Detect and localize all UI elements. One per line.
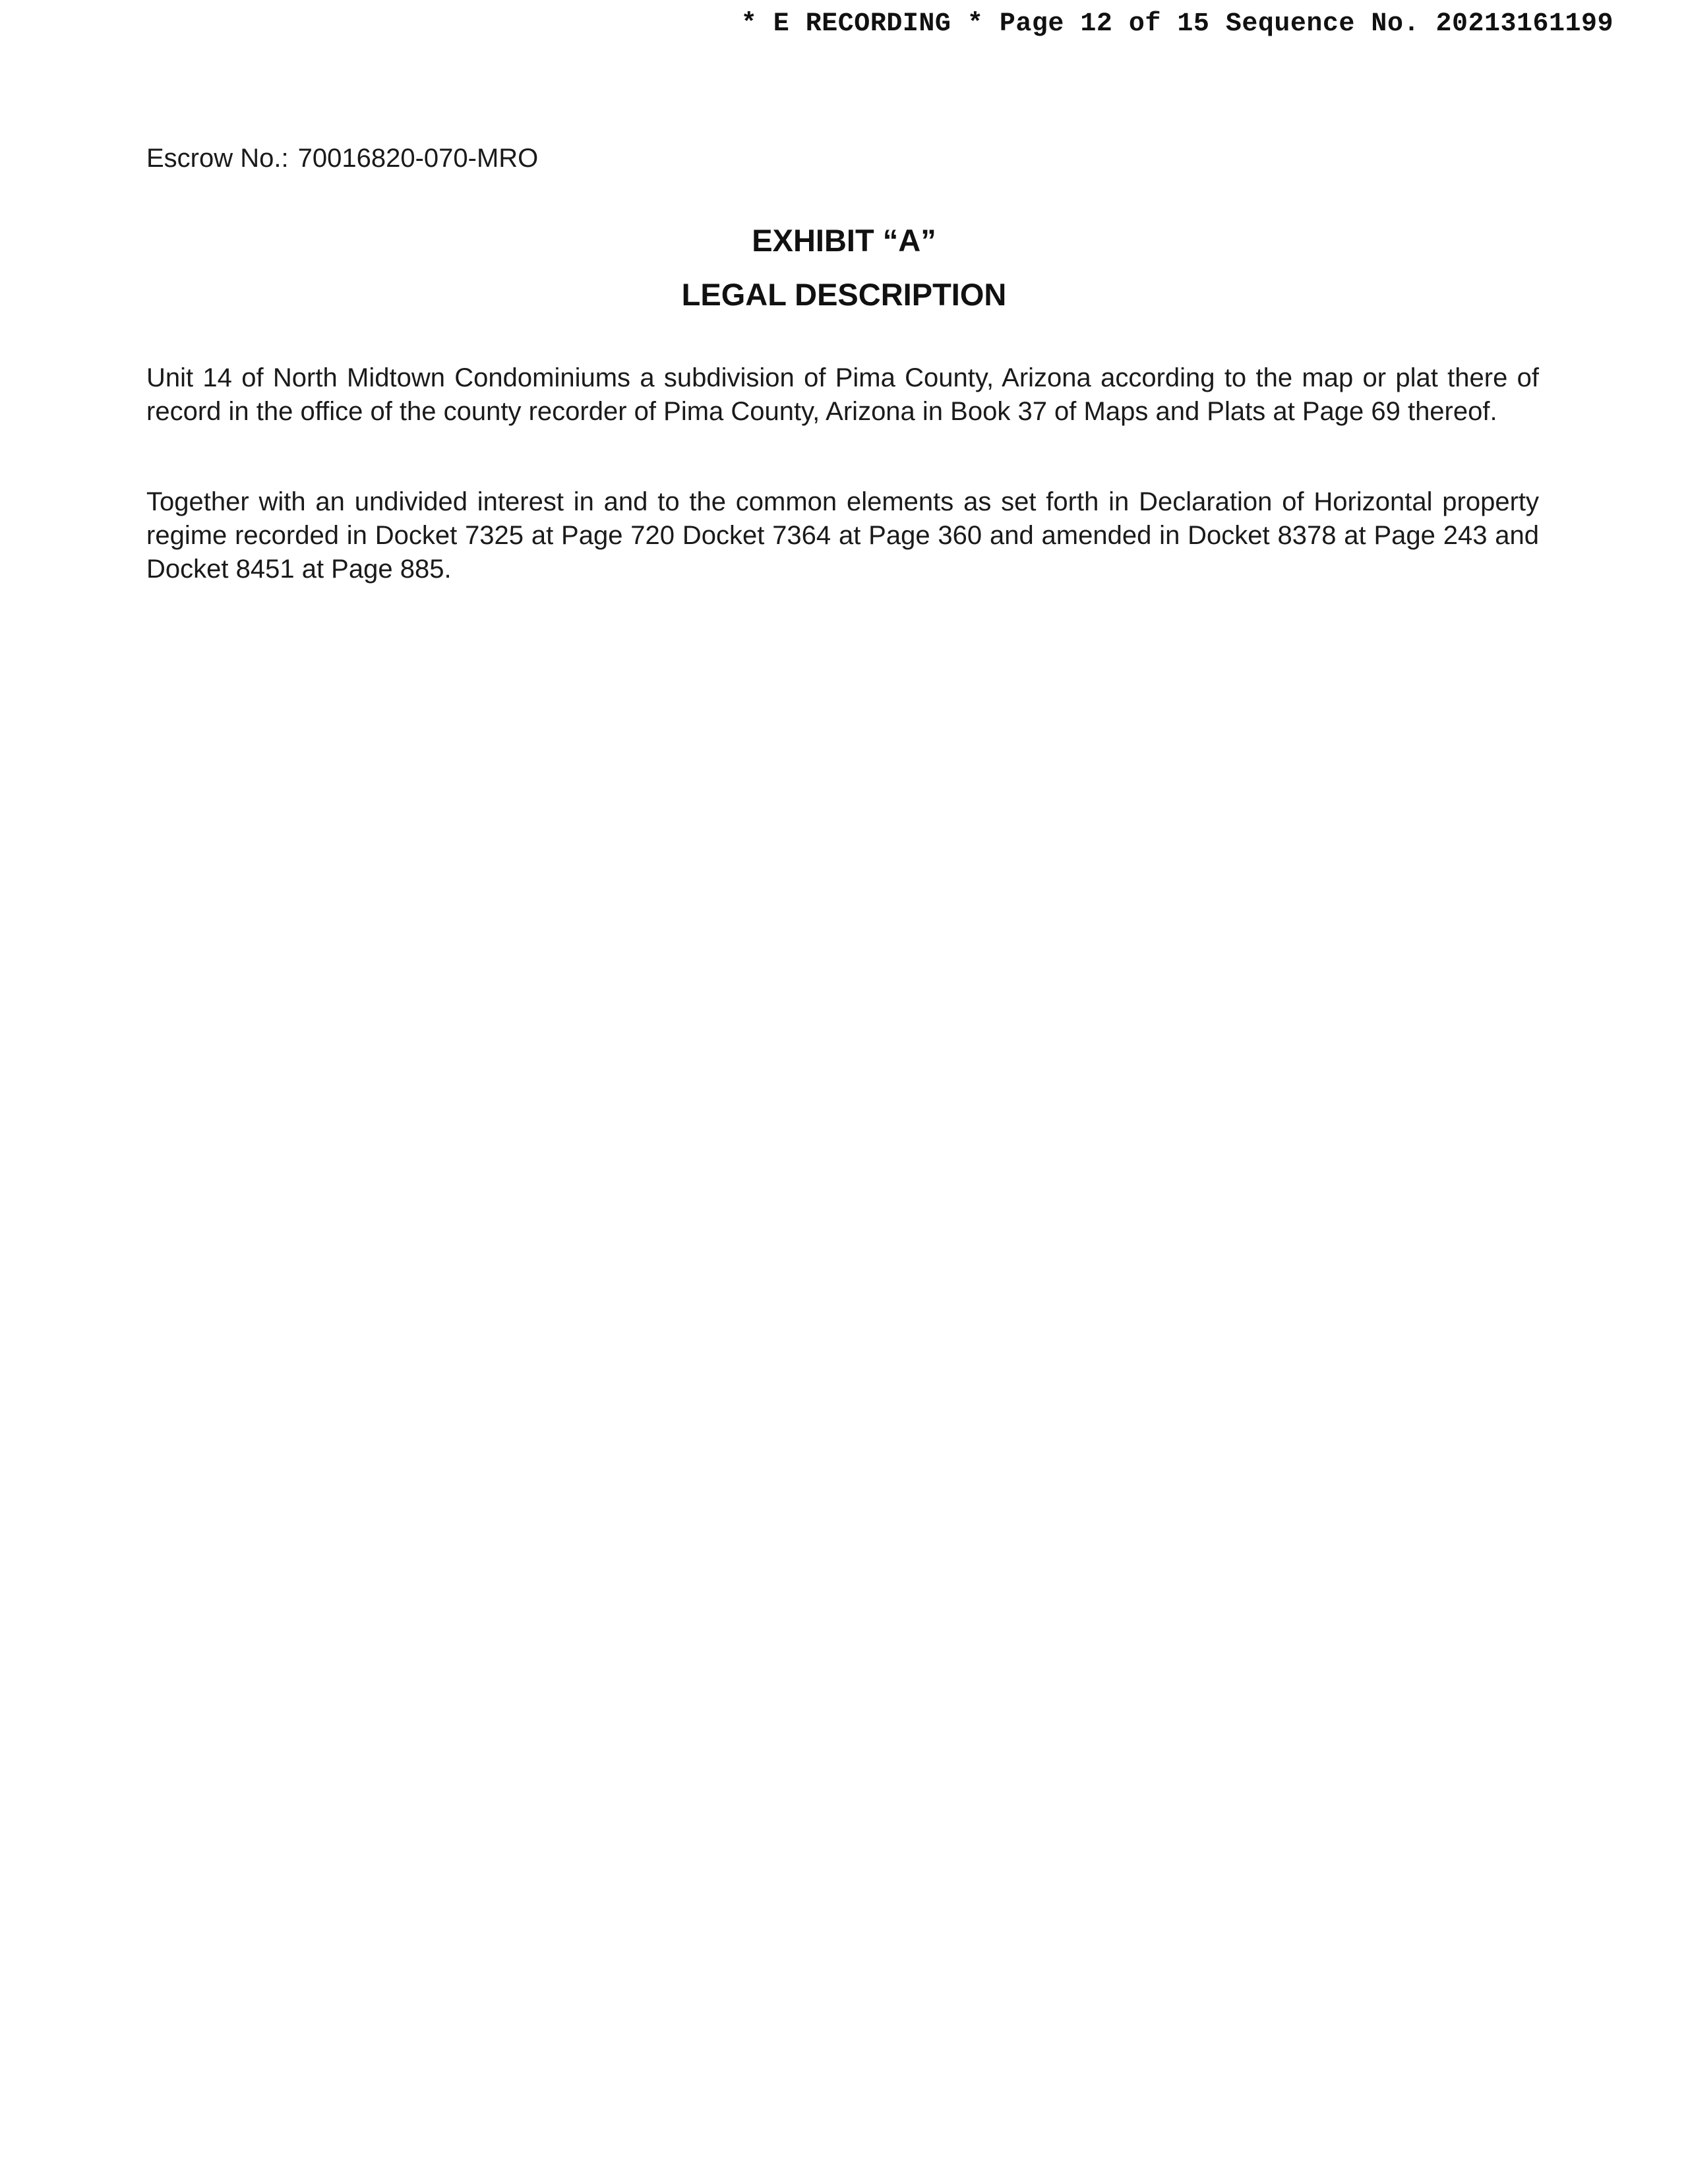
exhibit-title: EXHIBIT “A”: [752, 223, 936, 258]
common-elements-paragraph: Together with an undivided interest in and to the common elements as set forth in Declaration of Horizontal property regime recorded in Docket 7325 at Page 720 Docket 7364 at Page 360 and amended in Docket 8378 at Page 243 and Docket 8451 at Page 885.: [146, 487, 1539, 584]
legal-description-paragraph: Unit 14 of North Midtown Condominiums a subdivision of Pima County, Arizona according to the map or plat there of record in the office of the county recorder of Pima County, Arizona in Book 37 of Maps and Plats at Page 69 thereof.: [146, 363, 1539, 426]
escrow-label: Escrow No.:: [146, 144, 289, 173]
escrow-number-line: [146, 144, 538, 173]
legal-description-title: LEGAL DESCRIPTION: [681, 277, 1007, 312]
recording-header: * E RECORDING * Page 12 of 15 Sequence No. 20213161199: [740, 9, 1613, 39]
escrow-value: 70016820-070-MRO: [297, 144, 539, 173]
